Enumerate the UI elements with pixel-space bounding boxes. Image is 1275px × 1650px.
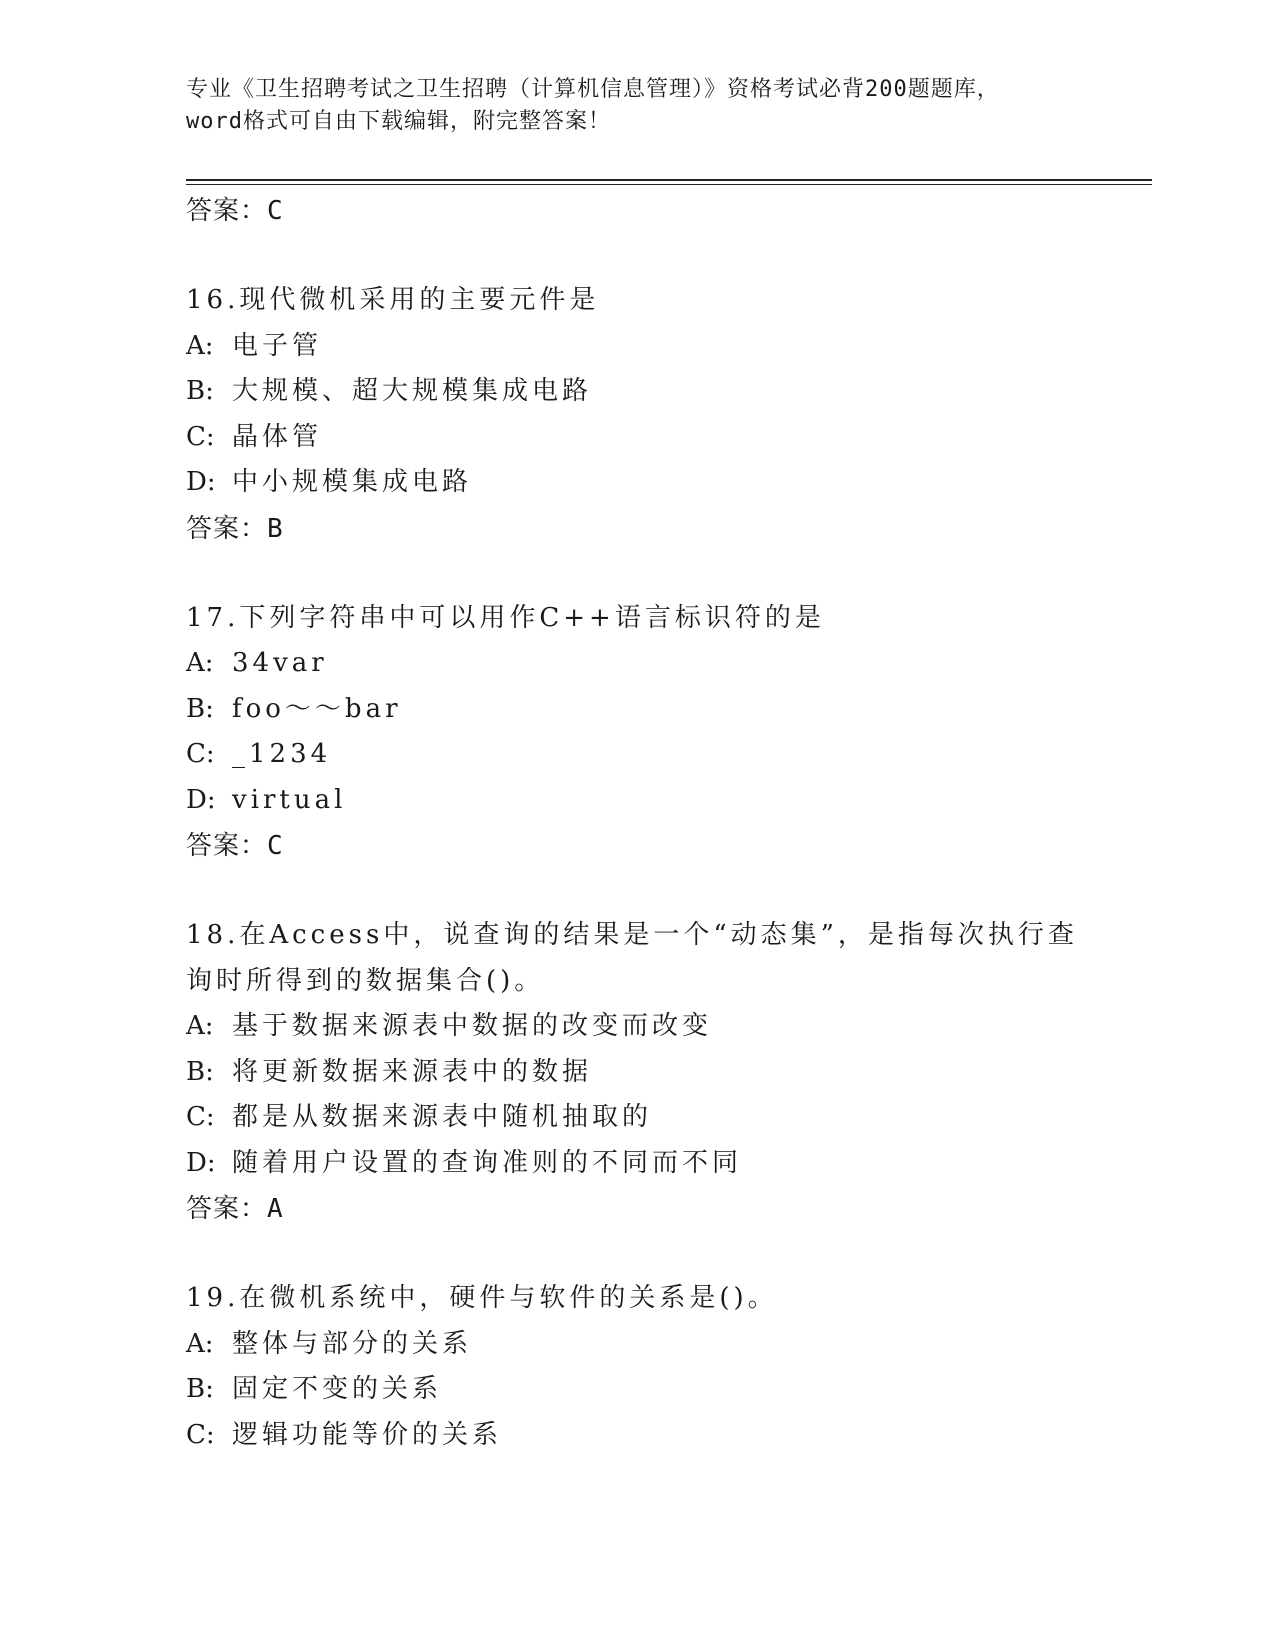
option-text: _1234 [232,739,332,769]
question-list [186,188,1086,1458]
option-a [186,324,1086,370]
option-letter: A: [186,1328,214,1359]
option-letter: B: [186,1056,214,1087]
option-letter: B: [186,693,214,724]
option-letter: B: [186,1374,214,1404]
question-17 [186,596,1086,870]
option-letter: C: [186,739,215,769]
option-letter: D: [186,1147,216,1178]
option-letter: D: [186,467,216,497]
option-letter: A: [186,330,214,361]
option-letter: C: [186,1419,215,1450]
option-text: foo～～bar [232,693,402,724]
question-text: 16.现代微机采用的主要元件是 [186,285,600,315]
option-c [186,415,1086,461]
option-a [186,1322,1086,1368]
document-header [186,74,1086,138]
option-d [186,1141,1086,1187]
option-b [186,369,1086,415]
answer-line: 答案：C [186,196,284,226]
option-a [186,1004,1086,1050]
option-text: 基于数据来源表中数据的改变而改变 [232,1011,713,1041]
option-letter: A: [186,648,214,678]
question-text: 17.下列字符串中可以用作C++语言标识符的是 [186,602,825,633]
option-text: 将更新数据来源表中的数据 [232,1056,593,1087]
option-text: 晶体管 [232,421,323,452]
option-text: 随着用户设置的查询准则的不同而不同 [232,1147,743,1178]
option-text: 电子管 [232,330,323,361]
option-text: 逻辑功能等价的关系 [232,1419,503,1450]
option-text: 中小规模集成电路 [232,467,473,497]
option-text: 34var [232,648,328,678]
option-d [186,460,1086,506]
question-16 [186,278,1086,552]
question-text: 18.在Access中，说查询的结果是一个“动态集”，是指每次执行查询时所得到的数据集合()。 [186,920,1078,996]
question-19 [186,1276,1086,1458]
header-line-2: word格式可自由下载编辑，附完整答案！ [186,109,611,134]
option-c [186,1095,1086,1141]
header-divider-thin [186,184,1152,185]
option-letter: C: [186,421,215,452]
answer-line: 答案：A [186,1194,284,1224]
answer-line: 答案：C [186,831,284,861]
option-a [186,641,1086,687]
option-letter: A: [186,1011,214,1041]
option-text: 大规模、超大规模集成电路 [232,376,593,406]
question-18 [186,913,1086,1232]
option-text: virtual [232,784,347,815]
answer-line: 答案：B [186,513,284,544]
option-text: 固定不变的关系 [232,1374,443,1404]
option-c [186,732,1086,778]
option-letter: D: [186,784,216,815]
option-letter: C: [186,1102,215,1132]
option-b [186,1050,1086,1096]
option-c [186,1413,1086,1459]
option-d [186,778,1086,824]
option-b [186,1367,1086,1413]
option-letter: B: [186,376,214,406]
header-line-1: 专业《卫生招聘考试之卫生招聘（计算机信息管理）》资格考试必背200题题库， [186,77,1000,102]
option-text: 都是从数据来源表中随机抽取的 [232,1102,653,1132]
option-text: 整体与部分的关系 [232,1328,473,1359]
question-text: 19.在微机系统中，硬件与软件的关系是()。 [186,1283,778,1313]
header-divider-thick [186,179,1152,181]
option-b [186,687,1086,733]
